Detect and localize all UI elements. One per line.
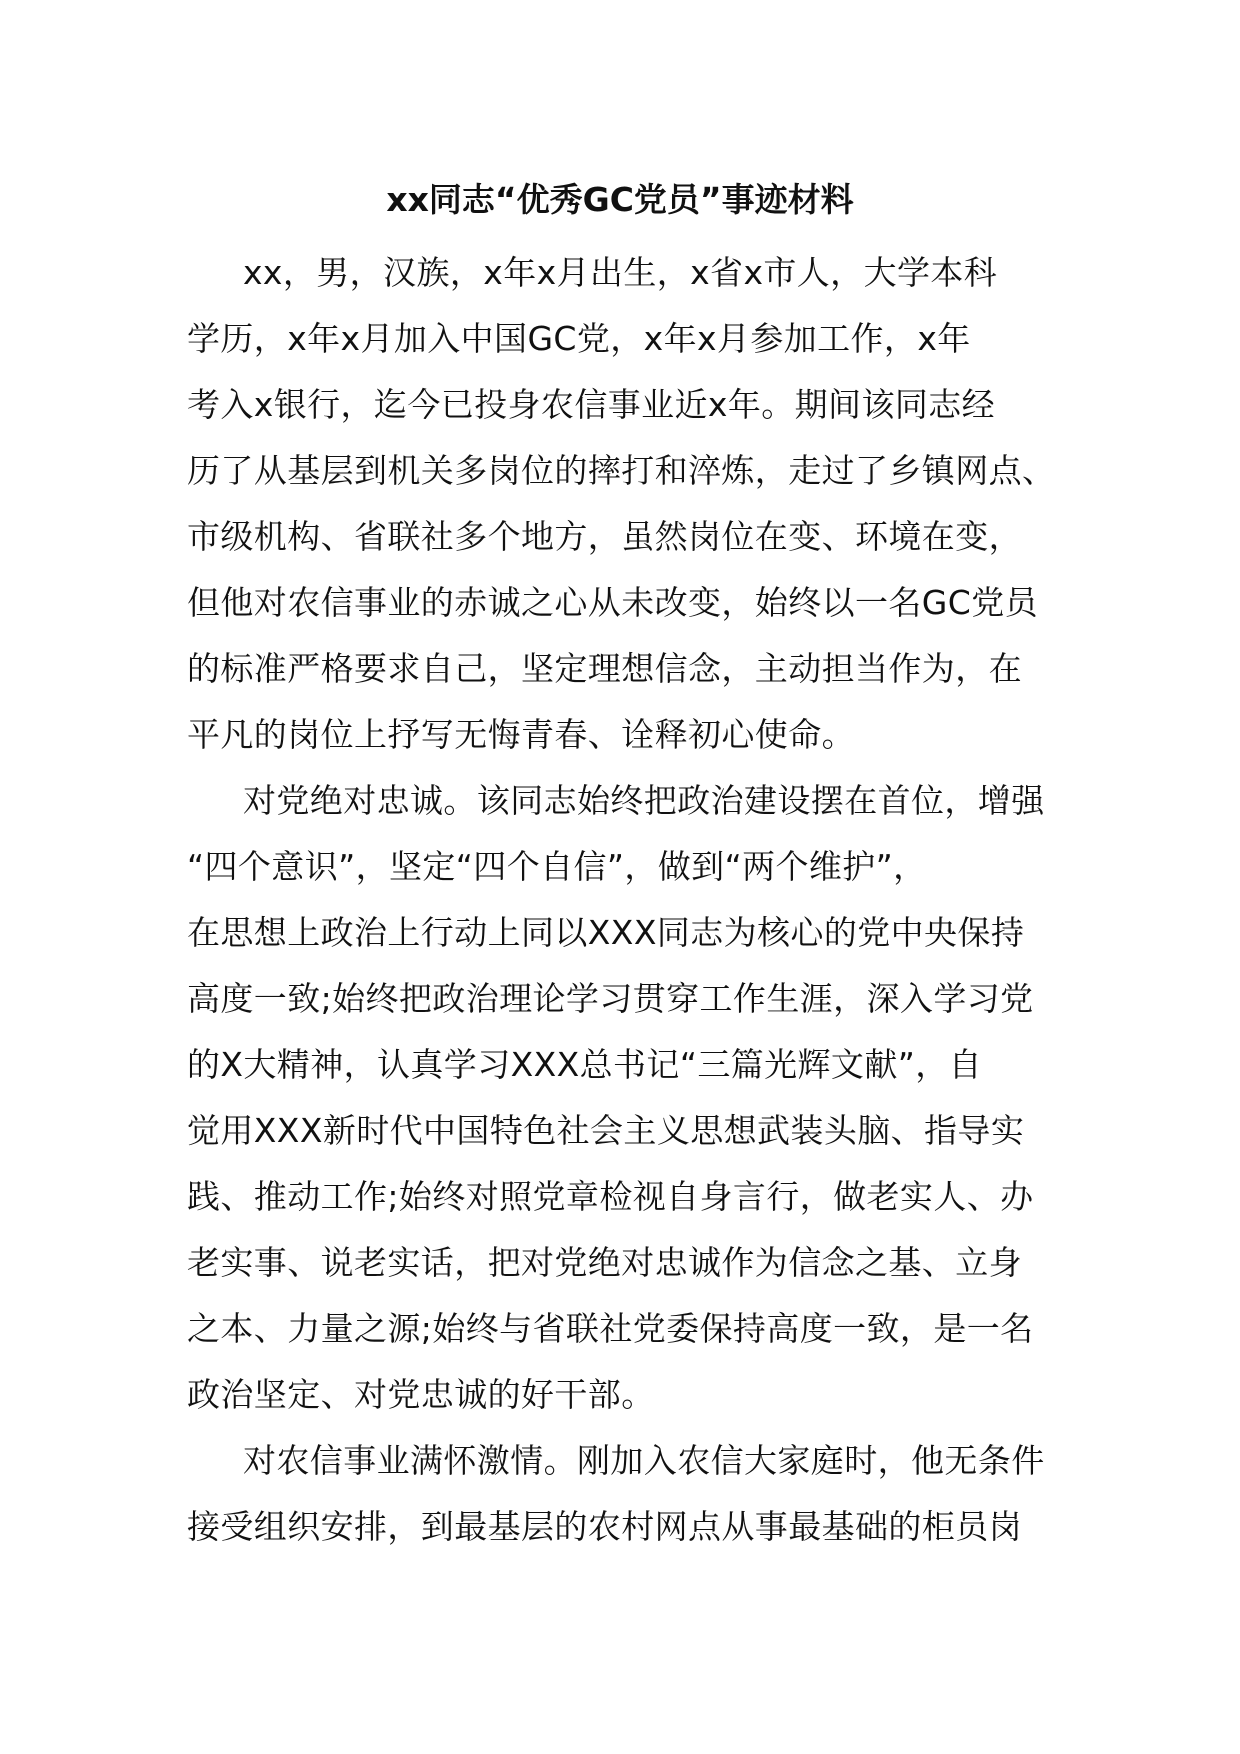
text-line: 之本、力量之源;始终与省联社党委保持高度一致，是一名 (187, 1309, 1034, 1348)
text-line: 践、推动工作;始终对照党章检视自身言行，做老实人、办 (187, 1177, 1034, 1216)
text-line: 的标准严格要求自己，坚定理想信念，主动担当作为，在 (187, 649, 1022, 688)
text-line: 政治坚定、对党忠诚的好干部。 (187, 1375, 655, 1414)
text-line: “四个意识”，坚定“四个自信”，做到“两个维护”， (187, 847, 927, 886)
text-line: 但他对农信事业的赤诚之心从未改变，始终以一名GC党员 (187, 583, 1039, 622)
text-line: 的X大精神，认真学习XXX总书记“三篇光辉文献”，自 (187, 1045, 983, 1084)
text-line: 对农信事业满怀激情。刚加入农信大家庭时，他无条件 (243, 1441, 1045, 1480)
text-line: 接受组织安排，到最基层的农村网点从事最基础的柜员岗 (187, 1507, 1022, 1546)
paragraph-passion (187, 1428, 1057, 1560)
text-line: 考入x银行，迄今已投身农信事业近x年。期间该同志经 (187, 385, 996, 424)
paragraph-loyalty (187, 768, 1057, 1428)
text-line: 对党绝对忠诚。该同志始终把政治建设摆在首位，增强 (243, 781, 1045, 820)
text-line: 老实事、说老实话，把对党绝对忠诚作为信念之基、立身 (187, 1243, 1022, 1282)
text-line: 历了从基层到机关多岗位的摔打和淬炼，走过了乡镇网点、 (187, 451, 1056, 490)
text-line: 平凡的岗位上抒写无悔青春、诠释初心使命。 (187, 715, 855, 754)
text-line: 高度一致;始终把政治理论学习贯穿工作生涯，深入学习党 (187, 979, 1034, 1018)
document-body (187, 240, 1057, 1560)
text-line: xx，男，汉族，x年x月出生，x省x市人，大学本科 (243, 253, 998, 292)
text-line: 在思想上政治上行动上同以XXX同志为核心的党中央保持 (187, 913, 1025, 952)
text-line: 觉用XXX新时代中国特色社会主义思想武装头脑、指导实 (187, 1111, 1025, 1150)
text-line: 学历，x年x月加入中国GC党，x年x月参加工作，x年 (187, 319, 971, 358)
document-title: xx同志“优秀GC党员”事迹材料 (386, 180, 854, 219)
paragraph-biography (187, 240, 1057, 768)
text-line: 市级机构、省联社多个地方，虽然岗位在变、环境在变， (187, 517, 1022, 556)
